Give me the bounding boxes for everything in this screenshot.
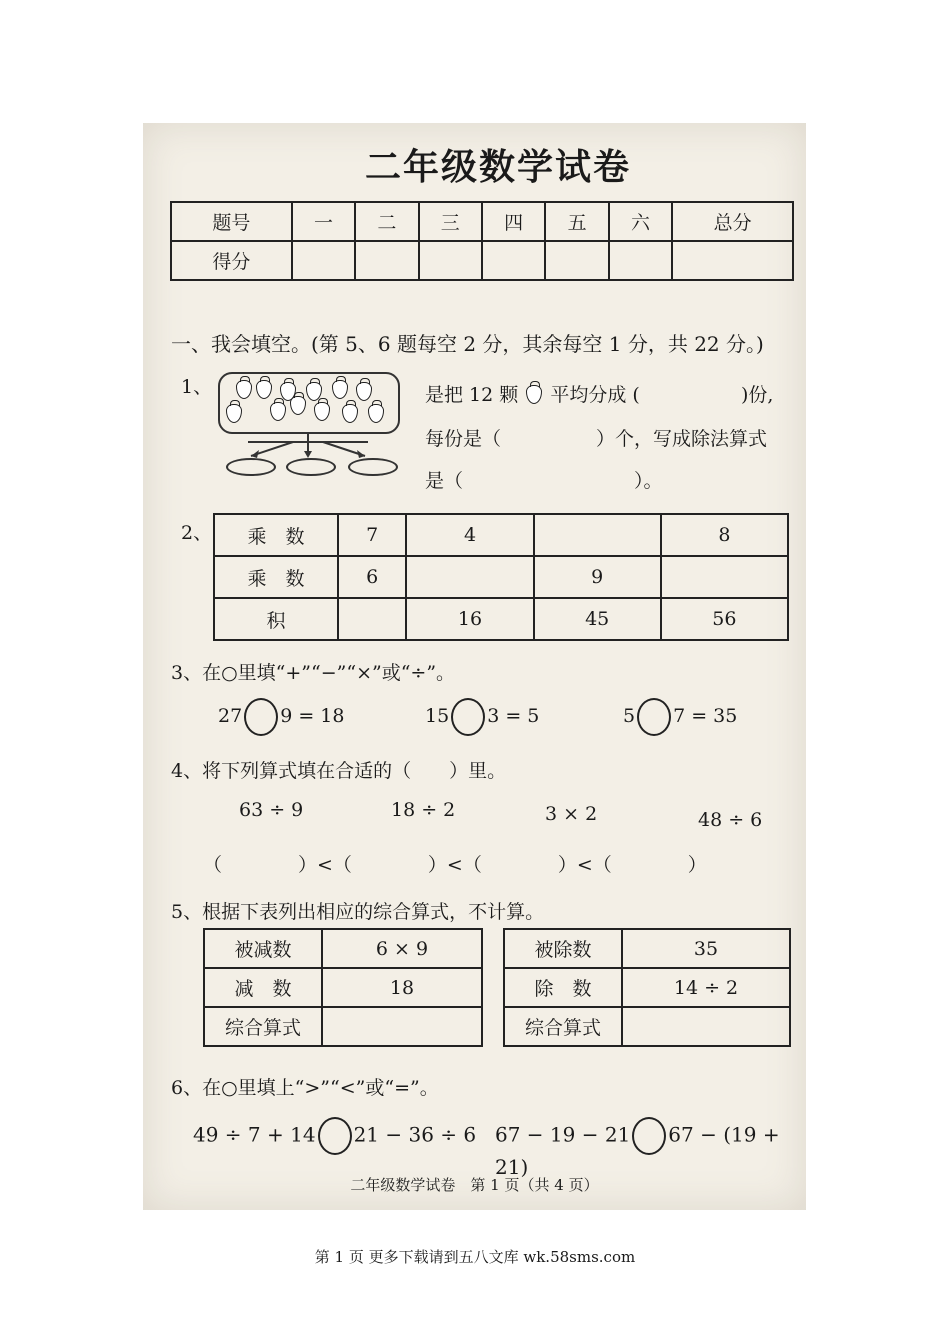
q4-expr: 48 ÷ 6 bbox=[698, 809, 763, 831]
q4-expr: 3 × 2 bbox=[545, 803, 598, 825]
q3-left: 27 bbox=[218, 705, 243, 727]
exam-paper bbox=[143, 123, 806, 1210]
q3-left: 15 bbox=[425, 705, 450, 727]
plate-icon bbox=[286, 458, 336, 476]
q5-value: 35 bbox=[622, 929, 790, 968]
q5-answer-cell[interactable] bbox=[322, 1007, 482, 1046]
mul-cell: 56 bbox=[661, 598, 788, 640]
mul-cell: 16 bbox=[406, 598, 533, 640]
answer-circle[interactable] bbox=[318, 1117, 352, 1155]
plate-icon bbox=[226, 458, 276, 476]
q5-instruction: 5、根据下表列出相应的综合算式，不计算。 bbox=[171, 901, 545, 923]
score-cell[interactable] bbox=[609, 241, 672, 280]
q1-line-2: 每份是（ ）个，写成除法算式 bbox=[425, 428, 768, 450]
score-header-cell: 三 bbox=[419, 202, 482, 241]
q5-label: 被减数 bbox=[204, 929, 322, 968]
score-header-cell: 一 bbox=[292, 202, 355, 241]
mul-cell: 8 bbox=[661, 514, 788, 556]
mul-cell[interactable] bbox=[661, 556, 788, 598]
score-header-cell: 二 bbox=[355, 202, 418, 241]
q1-text: 是把 12 颗 bbox=[425, 384, 519, 406]
q6-left: 67 − 19 − 21 bbox=[495, 1122, 631, 1147]
score-header-cell: 题号 bbox=[171, 202, 292, 241]
q5-label: 综合算式 bbox=[504, 1007, 622, 1046]
page-title: 二年级数学试卷 bbox=[365, 147, 632, 188]
mul-cell: 7 bbox=[338, 514, 406, 556]
score-cell[interactable] bbox=[355, 241, 418, 280]
mul-cell[interactable] bbox=[534, 514, 661, 556]
q6-item bbox=[193, 1117, 476, 1155]
strawberry-icon bbox=[256, 380, 272, 399]
q5-label: 除 数 bbox=[504, 968, 622, 1007]
q5-label: 被除数 bbox=[504, 929, 622, 968]
q5-label: 减 数 bbox=[204, 968, 322, 1007]
answer-circle[interactable] bbox=[632, 1117, 666, 1155]
strawberry-icon bbox=[226, 404, 242, 423]
q2-number: 2、 bbox=[181, 522, 213, 544]
q4-instruction: 4、将下列算式填在合适的（ ）里。 bbox=[171, 760, 507, 782]
q4-answer-line[interactable]: （ ）<（ ）<（ ）<（ ） bbox=[203, 854, 707, 876]
q5-value: 14 ÷ 2 bbox=[622, 968, 790, 1007]
q3-item bbox=[623, 698, 737, 736]
q1-text: 平均分成 ( bbox=[550, 384, 640, 406]
mul-cell: 6 bbox=[338, 556, 406, 598]
q6-instruction: 6、在○里填上“>”“<”或“=”。 bbox=[171, 1077, 439, 1099]
score-cell[interactable] bbox=[292, 241, 355, 280]
mul-row-label: 积 bbox=[214, 598, 338, 640]
mul-row-label: 乘 数 bbox=[214, 556, 338, 598]
q3-right: 3 = 5 bbox=[487, 705, 540, 727]
score-cell[interactable] bbox=[419, 241, 482, 280]
q5-label: 综合算式 bbox=[204, 1007, 322, 1046]
multiplication-table bbox=[213, 513, 789, 641]
score-header-cell: 总分 bbox=[672, 202, 793, 241]
score-header-cell: 六 bbox=[609, 202, 672, 241]
q6-right: 67 − (19 + 21) bbox=[495, 1122, 780, 1179]
answer-circle[interactable] bbox=[637, 698, 671, 736]
q3-left: 5 bbox=[623, 705, 636, 727]
mul-cell: 4 bbox=[406, 514, 533, 556]
mul-cell: 9 bbox=[534, 556, 661, 598]
score-cell[interactable] bbox=[672, 241, 793, 280]
q1-share-suffix: )份, bbox=[741, 384, 774, 406]
document-footer: 第 1 页 更多下载请到五八文库 wk.58sms.com bbox=[314, 1248, 636, 1266]
q6-item bbox=[495, 1117, 806, 1179]
q6-left: 49 ÷ 7 + 14 bbox=[193, 1122, 316, 1147]
score-row-label: 得分 bbox=[171, 241, 292, 280]
q3-right: 9 = 18 bbox=[280, 705, 345, 727]
score-cell[interactable] bbox=[482, 241, 545, 280]
q1-line-1 bbox=[425, 380, 640, 407]
strawberries-group bbox=[218, 372, 396, 430]
score-header-cell: 五 bbox=[545, 202, 608, 241]
q4-expr: 63 ÷ 9 bbox=[239, 799, 304, 821]
q3-item bbox=[425, 698, 539, 736]
q5-division-table bbox=[503, 928, 791, 1047]
q5-answer-cell[interactable] bbox=[622, 1007, 790, 1046]
answer-circle[interactable] bbox=[244, 698, 278, 736]
q6-right: 21 − 36 ÷ 6 bbox=[353, 1122, 477, 1147]
q3-right: 7 = 35 bbox=[673, 705, 738, 727]
mul-cell[interactable] bbox=[338, 598, 406, 640]
strawberry-icon bbox=[342, 404, 358, 423]
q5-value: 6 × 9 bbox=[322, 929, 482, 968]
score-header-cell: 四 bbox=[482, 202, 545, 241]
answer-circle[interactable] bbox=[451, 698, 485, 736]
page-footer: 二年级数学试卷 第 1 页（共 4 页） bbox=[350, 1176, 599, 1194]
strawberry-icon bbox=[368, 404, 384, 423]
mul-cell[interactable] bbox=[406, 556, 533, 598]
plate-icon bbox=[348, 458, 398, 476]
strawberry-icon bbox=[356, 382, 372, 401]
q3-item bbox=[218, 698, 344, 736]
strawberry-icon bbox=[332, 380, 348, 399]
strawberry-icon bbox=[526, 385, 542, 404]
score-table bbox=[170, 201, 794, 281]
mul-row-label: 乘 数 bbox=[214, 514, 338, 556]
q1-line-3: 是（ ）。 bbox=[425, 470, 663, 492]
section-1-heading: 一、我会填空。(第 5、6 题每空 2 分，其余每空 1 分，共 22 分。) bbox=[171, 332, 764, 356]
q3-instruction: 3、在○里填“+”“−”“×”或“÷”。 bbox=[171, 662, 456, 684]
q4-expr: 18 ÷ 2 bbox=[391, 799, 456, 821]
strawberry-icon bbox=[236, 380, 252, 399]
strawberry-icon bbox=[314, 402, 330, 421]
q5-value: 18 bbox=[322, 968, 482, 1007]
strawberry-icon bbox=[270, 402, 286, 421]
mul-cell: 45 bbox=[534, 598, 661, 640]
q1-number: 1、 bbox=[181, 376, 213, 398]
q5-subtraction-table bbox=[203, 928, 483, 1047]
score-cell[interactable] bbox=[545, 241, 608, 280]
